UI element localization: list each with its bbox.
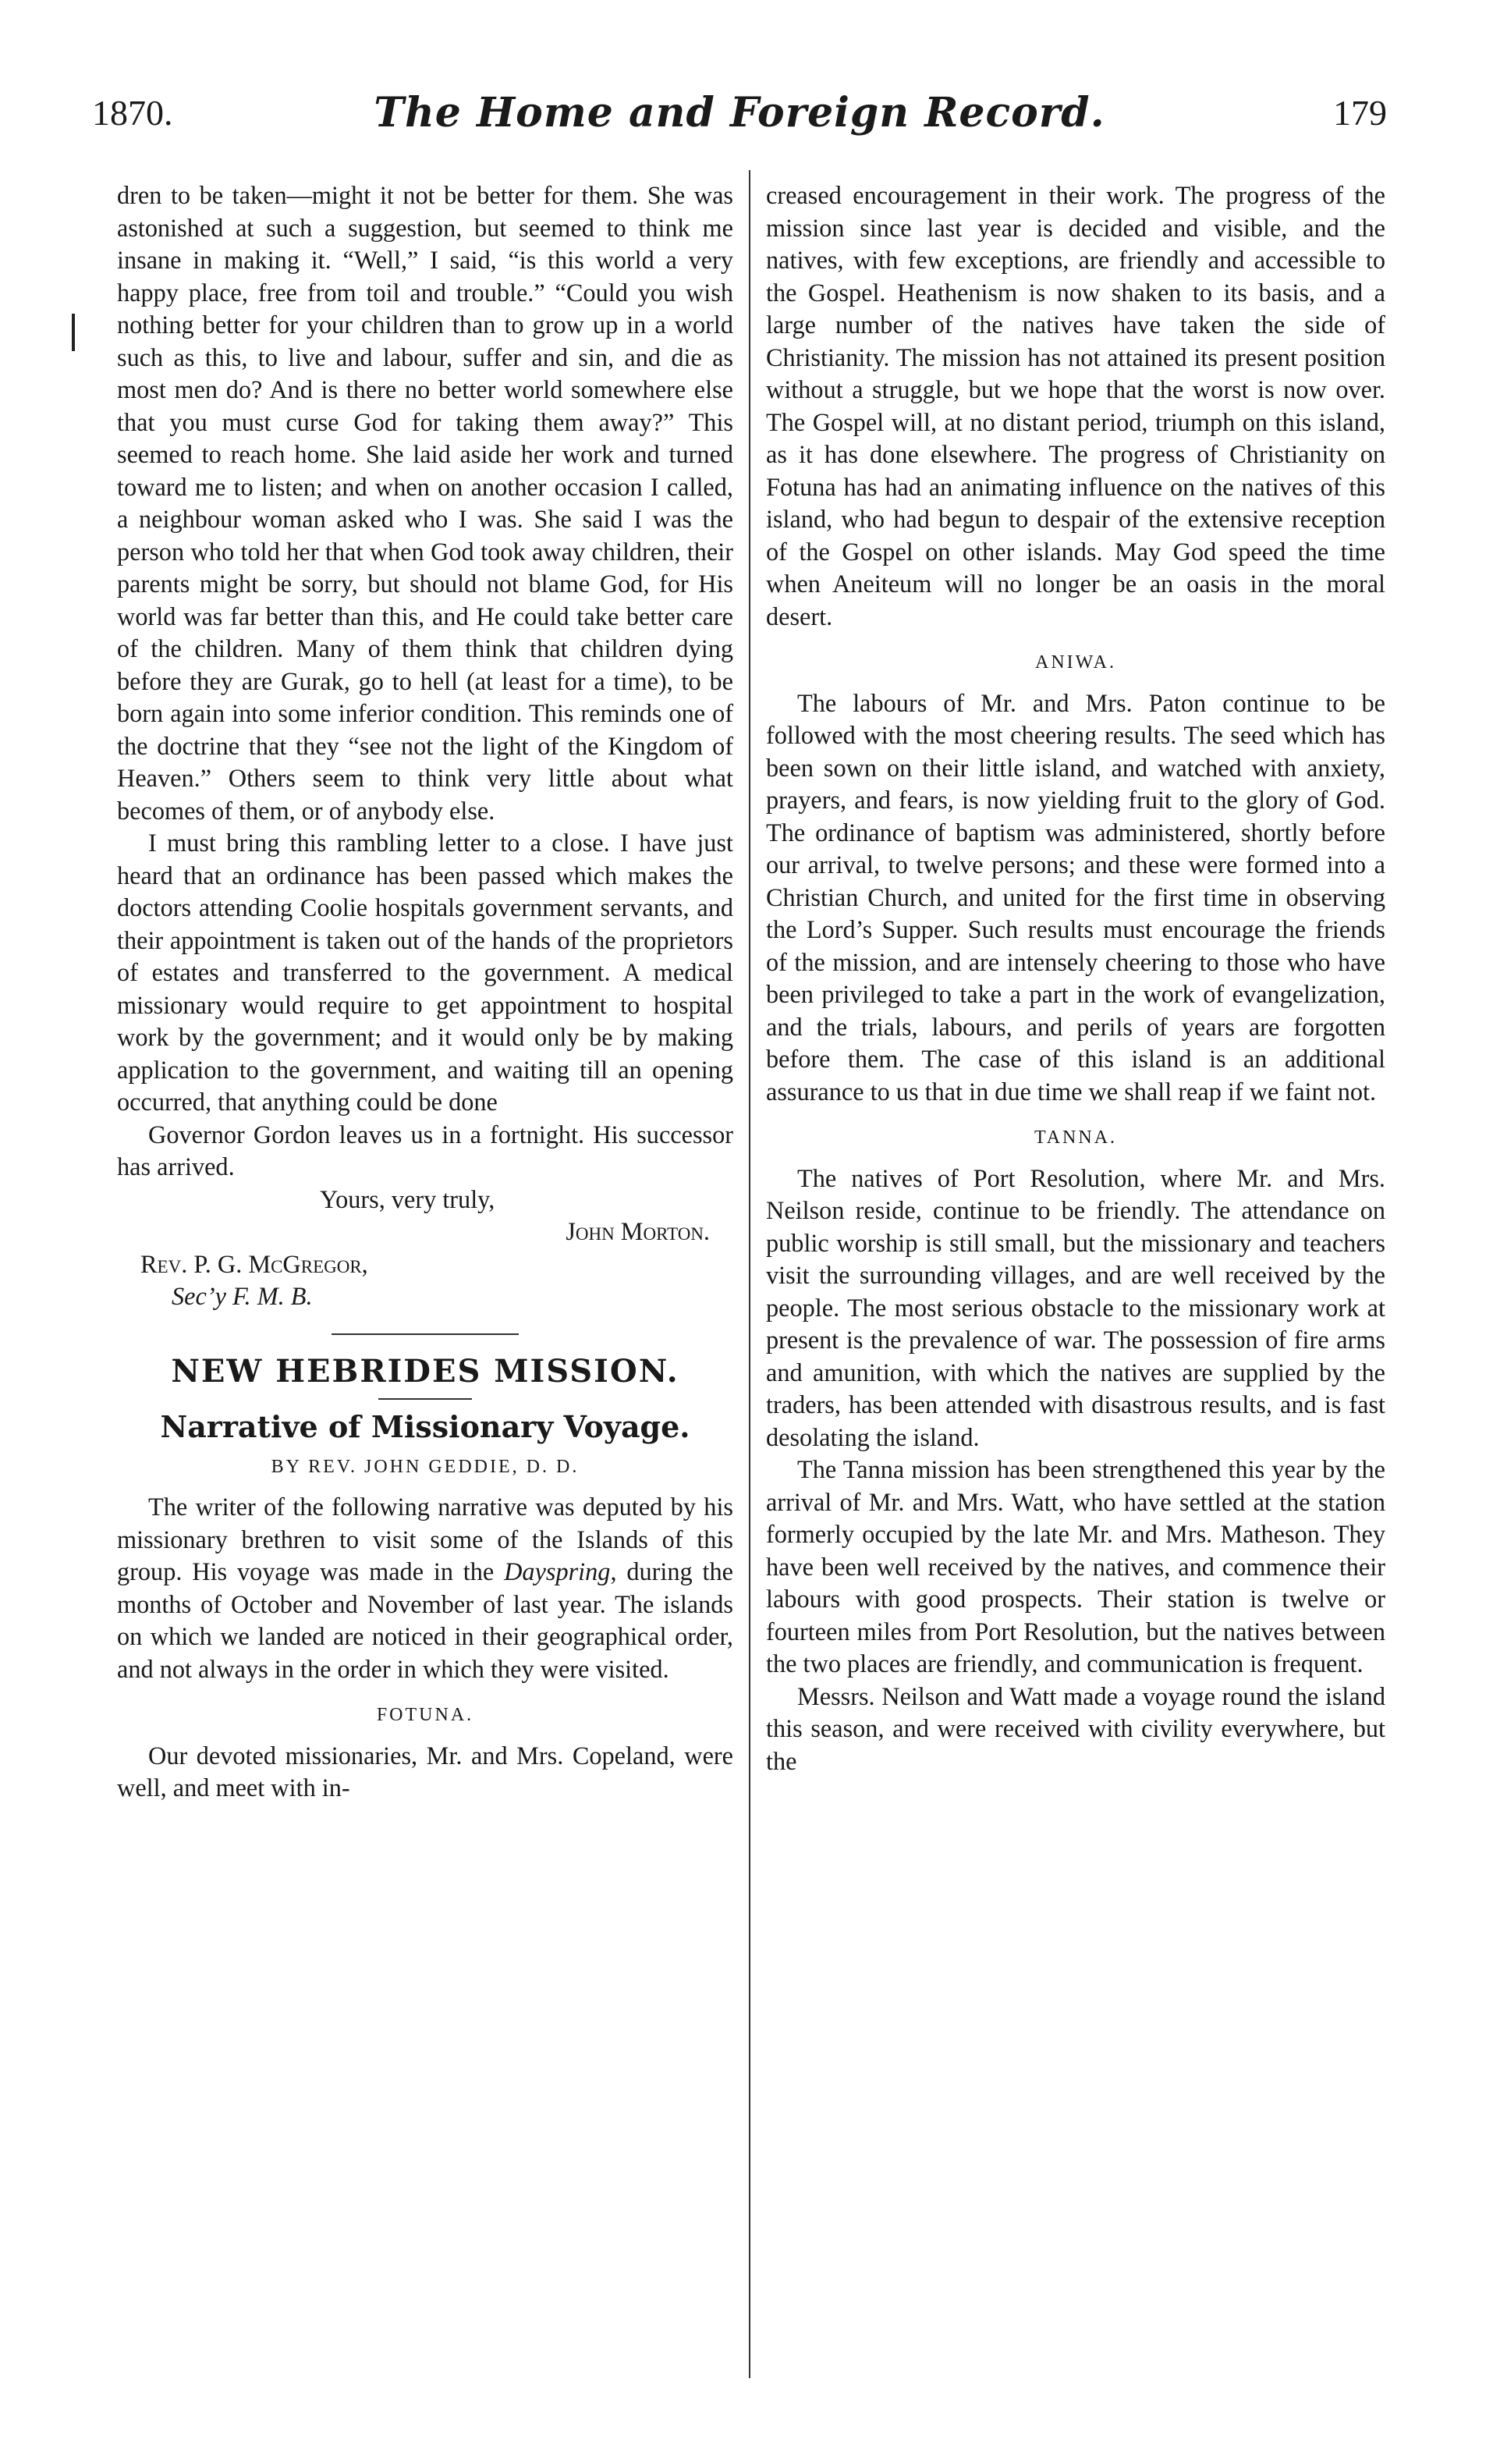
letter-paragraph: I must bring this rambling letter to a close. I have just heard that an ordinance has been passed which makes the doctors attending Coolie hospitals government servants, and their appointment is taken out of the hands of the proprietors of estates and transferred to the government. A medical missionary would require to get appointment to hospital work by the government; and it would only be by making application to the government, and waiting till an opening occurred, that anything could be done xyxy=(117,829,733,1116)
recipient-title: Sec’y F. M. B. xyxy=(172,1282,313,1310)
byline: BY REV. JOHN GEDDIE, D. D. xyxy=(271,1456,580,1477)
heading-rule xyxy=(378,1398,472,1400)
tanna-paragraph: The Tanna mission has been strengthened this year by the arrival of Mr. and Mrs. Watt, who have settled at the station formerly occupied by the late Mr. and Mrs. Matheson. They have been well received by the natives, and commence their labours with good prospects. Their station is twelve or fourteen miles from Port Resolution, but the natives between the two places are friendly, and communication is frequent. xyxy=(766,1455,1385,1678)
section-rule xyxy=(332,1333,519,1335)
ship-name: Dayspring xyxy=(504,1557,611,1585)
closing: Yours, very truly, xyxy=(320,1184,495,1213)
section-heading-fotuna: FOTUNA. xyxy=(376,1705,474,1725)
page-header xyxy=(92,89,1387,154)
margin-mark xyxy=(72,314,75,351)
intro-text: , during the months of October and November of last year. The islands on which we landed are noticed in their geographical order, and not always in the order in which they were visited. xyxy=(117,1557,733,1683)
left-column xyxy=(117,179,733,1805)
section-heading-aniwa: ANIWA. xyxy=(1035,652,1116,673)
narrative-intro xyxy=(117,1491,733,1685)
recipient-name: Rev. P. G. McGregor, xyxy=(140,1249,368,1278)
fotuna-paragraph-continued: creased encouragement in their work. The progress of the mission since last year is decided and visible, and the natives, with few exceptions, are friendly and accessible to the Gospel. Heathenism is now shaken to its basis, and a large number of the natives have taken the side of Christianity. The mission has not attained its present position without a struggle, but we hope that the worst is now over. The Gospel will, at no distant period, triumph on this island, as it has done elsewhere. The progress of Christianity on Fotuna has had an animating influence on the natives of this island, who had begun to despair of the extensive reception of the Gospel on other islands. May God speed the time when Aneiteum will no longer be an oasis in the moral desert. xyxy=(766,181,1385,630)
header-year: 1870. xyxy=(92,93,173,133)
signer-name: John Morton. xyxy=(566,1217,710,1245)
section-heading-tanna: TANNA. xyxy=(1034,1127,1118,1148)
tanna-paragraph: Messrs. Neilson and Watt made a voyage round the island this season, and were received with civility everywhere, but the xyxy=(766,1681,1385,1775)
intro-text: The writer of the following narrative was deputed by his missionary brethren to visit some of the Islands of this group. His voyage was made in the xyxy=(117,1493,733,1585)
narrative-heading: Narrative of Missionary Voyage. xyxy=(160,1409,690,1444)
header-title: The Home and Foreign Record. xyxy=(374,89,1105,137)
tanna-paragraph: The natives of Port Resolution, where Mr. and Mrs. Neilson reside, continue to be friendly. The attendance on public worship is still small, but the missionary and teachers visit the surrounding villages, and are well received by the people. The most serious obstacle to the missionary work at present is the prevalence of war. The possession of fire arms and amunition, with which the natives are supplied by the traders, has been attended with disastrous results, and is fast desolating the island. xyxy=(766,1163,1385,1451)
letter-paragraph: dren to be taken—might it not be better for them. She was astonished at such a suggestion, but seemed to think me insane in making it. “Well,” I said, “is this world a very happy place, free from toil and trouble.” “Could you wish nothing better for your children than to grow up in a world such as this, to live and labour, suffer and sin, and die as most men do? And is there no better world somewhere else that you must curse God for taking them away?” This seemed to reach home. She laid aside her work and turned toward me to listen; and when on another occasion I called, a neighbour woman asked who I was. She said I was the person who told her that when God took away children, their parents might be sorry, but should not blame God, for His world was far better than this, and He could take better care of the children. Many of them think that children dying before they are Gurak, go to hell (at least for a time), to be born again into some inferior condition. This reminds one of the doctrine that they “see not the light of the Kingdom of Heaven.” Others seem to think very little about what becomes of them, or of anybody else. xyxy=(117,181,733,825)
right-column xyxy=(766,179,1385,1777)
column-divider xyxy=(749,170,750,2378)
mission-heading: NEW HEBRIDES MISSION. xyxy=(171,1352,679,1390)
letter-paragraph: Governor Gordon leaves us in a fortnight. His successor has arrived. xyxy=(117,1120,733,1181)
aniwa-paragraph: The labours of Mr. and Mrs. Paton continue to be followed with the most cheering results. The seed which has been sown on their little island, and watched with anxiety, prayers, and fears, is now yielding fruit to the glory of God. The ordinance of baptism was administered, shortly before our arrival, to twelve persons; and these were formed into a Christian Church, and united for the first time in observing the Lord’s Supper. Such results must encourage the friends of the mission, and are intensely cheering to those who have been privileged to take a part in the work of evangelization, and the trials, labours, and perils of years are forgotten before them. The case of this island is an additional assurance to us that in due time we shall reap if we faint not. xyxy=(766,688,1385,1106)
signature-block xyxy=(117,1184,733,1313)
fotuna-paragraph: Our devoted missionaries, Mr. and Mrs. Copeland, were well, and meet with in- xyxy=(117,1741,733,1802)
page-number: 179 xyxy=(1333,93,1387,133)
